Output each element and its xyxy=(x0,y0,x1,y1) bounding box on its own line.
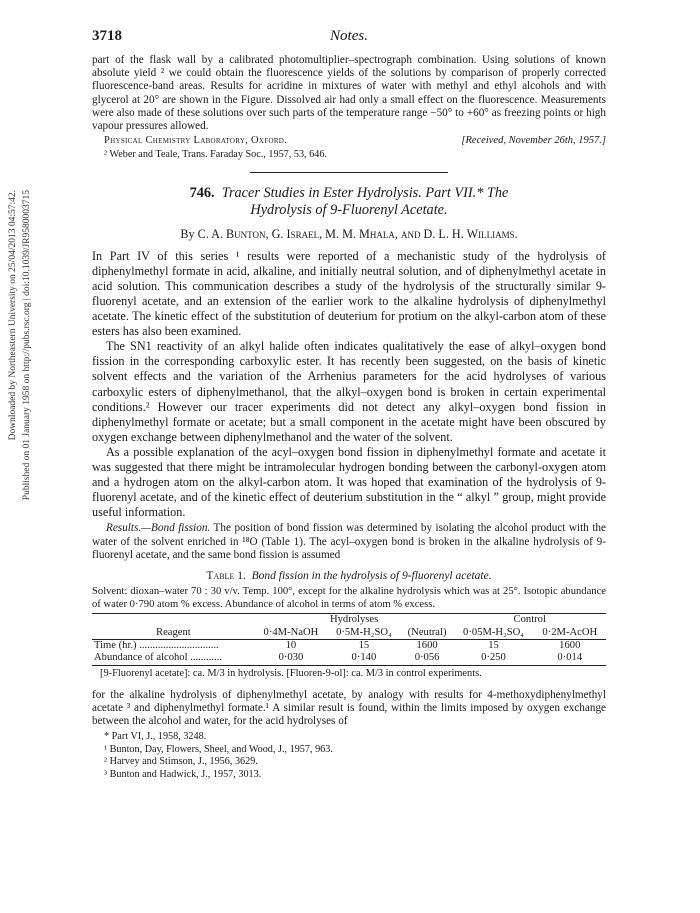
col-header: (Neutral) xyxy=(401,627,454,640)
row-label: Time (hr.) .............................. xyxy=(94,640,219,652)
table-cell: 0·056 xyxy=(401,652,454,665)
group-control: Control xyxy=(453,614,606,627)
table-note: Solvent: dioxan–water 70 : 30 v/v. Temp. 100°, except for the alkaline hydrolysis which was at 25°. Isotopic abundance of water 0·790 atom % excess. Abundance of alcohol in terms of atom % excess. xyxy=(92,586,606,610)
carryover-footnote: ² Weber and Teale, Trans. Faraday Soc., 1957, 53, 646. xyxy=(104,149,327,161)
table-footnote: [9-Fluorenyl acetate]: ca. M/3 in hydrolysis. [Fluoren-9-ol]: ca. M/3 in control experiments. xyxy=(100,667,482,679)
footnote: ² Harvey and Stimson, J., 1956, 3629. xyxy=(104,756,258,768)
paragraph-1: In Part IV of this series ¹ results were reported of a mechanistic study of the hydrolysis of diphenylmethyl formate in acid, alkaline, and initially neutral solution, and of diphenylmethyl acetate in acid solution. This communication describes a study of the hydrolysis of the structurally similar 9-fluorenyl acetate, and an extension of the earlier work to the alkaline hydrolysis of diphenylmethyl acetate. The kinetic effect of the substitution of deuterium for protium on the alkyl-carbon atom of these esters has also been examined. xyxy=(92,248,606,339)
table-row xyxy=(92,652,606,665)
authors: C. A. Bunton, G. Israel, M. M. Mhala, and D. L. H. Williams. xyxy=(197,226,518,241)
table-cell: 0·014 xyxy=(534,652,606,665)
table-cell: 0·250 xyxy=(453,652,533,665)
row-label: Abundance of alcohol ............ xyxy=(92,652,255,665)
table-cell: 0·140 xyxy=(327,652,401,665)
table-group-row xyxy=(92,614,606,627)
authors-prefix: By xyxy=(180,226,198,241)
results-heading: Results.—Bond fission. xyxy=(106,522,211,535)
col-header: 0·5M-H₂SO₄ xyxy=(327,627,401,640)
received-date: [Received, November 26th, 1957.] xyxy=(461,135,606,147)
article-number: 746. xyxy=(189,184,215,201)
footnote: * Part VI, J., 1958, 3248. xyxy=(104,731,207,743)
table-title: Bond fission in the hydrolysis of 9-fluorenyl acetate. xyxy=(251,570,492,583)
col-header: 0·4M-NaOH xyxy=(255,627,327,640)
group-hydrolyses: Hydrolyses xyxy=(255,614,454,627)
table-cell: 15 xyxy=(358,640,370,652)
table-cell: 10 xyxy=(285,640,297,652)
download-note: Downloaded by Northeastern University on 25/04/2013 04:57:42. xyxy=(8,190,18,441)
article-title-line1: Tracer Studies in Ester Hydrolysis. Part VII.* The xyxy=(221,184,509,201)
download-watermark xyxy=(6,190,32,550)
table-cell: 15 xyxy=(488,640,499,652)
affiliation: Physical Chemistry Laboratory, Oxford. xyxy=(104,135,288,147)
publication-note: Published on 01 January 1958 on http://pubs.rsc.org | doi:10.1039/JR9580003715 xyxy=(22,190,32,501)
table-cell: 1600 xyxy=(416,640,438,652)
page-number: 3718 xyxy=(92,28,122,44)
article-title xyxy=(92,185,606,220)
col-header: 0·05M-H₂SO₄ xyxy=(453,627,533,640)
results-paragraph xyxy=(92,522,606,562)
section-name: Notes. xyxy=(330,28,368,44)
results-text: The position of bond fission was determined by isolating the alcohol product with the water of the solvent enriched in ¹⁸O (Table 1). The acyl–oxygen bond is broken in the alkaline hydrolysis of 9-fluorenyl acetate, and the same bond fission is assumed xyxy=(92,522,606,561)
paragraph-3: As a possible explanation of the acyl–oxygen bond fission in diphenylmethyl formate and acetate it was suggested that there might be intramolecular hydrogen bonding between the carbonyl-oxygen atom and a hydrogen atom on the alkyl-carbon atom. It was hoped that examination of the hydrolysis of 9-fluorenyl acetate, and of the kinetic effect of deuterium substitution in the “ alkyl ” group, might provide useful information. xyxy=(92,444,606,520)
journal-page xyxy=(92,28,606,781)
running-head xyxy=(92,28,606,48)
table-cell: 1600 xyxy=(559,640,581,652)
col-header: 0·2M-AcOH xyxy=(534,627,606,640)
table-header-row xyxy=(92,627,606,640)
footnote: ³ Bunton and Hadwick, J., 1957, 3013. xyxy=(104,768,262,780)
article-title-line2: Hydrolysis of 9-Fluorenyl Acetate. xyxy=(250,202,448,219)
author-line xyxy=(92,227,606,242)
table-caption xyxy=(92,570,606,582)
footnotes xyxy=(92,731,606,781)
section-divider xyxy=(250,172,448,173)
carryover-paragraph: part of the flask wall by a calibrated photomultiplier–spectrograph combination. Using solutions of known absolute yield ² we could obtain the fluorescence yields of the solutions by comparison of properly corrected fluorescence-band areas. Results for acridine in mixtures of water with methyl and ethyl alcohols and with glycerol at 20° are shown in the Figure. Dissolved air had only a small effect on the fluorescence. Measurements were also made of these solutions over such parts of the temperature range −50° to +60° as freezing points or high vapour pressures allowed. xyxy=(92,54,606,133)
table-row xyxy=(92,640,606,653)
bond-fission-table xyxy=(92,613,606,666)
affiliation-line xyxy=(92,135,606,149)
table-label: Table 1. xyxy=(206,570,246,583)
paragraph-2: The SN1 reactivity of an alkyl halide often indicates qualitatively the ease of alkyl–oxygen bond fission in the corresponding carboxylic ester. It has recently been suggested, on the basis of kinetic solvent effects and the variation of the Arrhenius parameters for the acid hydrolyses of various carboxylic esters of diphenylmethanol, that the alkyl–oxygen bond is broken in certain experimental conditions.² However our tracer experiments did not detect any alkyl–oxygen bond fission in diphenylmethyl formate or acetate; but a small component in the acetate might have been obscured by oxygen exchange between diphenylmethanol and the water of the solvent. xyxy=(92,339,606,444)
table-cell: 0·030 xyxy=(255,652,327,665)
footnote: ¹ Bunton, Day, Flowers, Sheel, and Wood, J., 1957, 963. xyxy=(104,743,333,755)
continuation-paragraph: for the alkaline hydrolysis of diphenylmethyl acetate, by analogy with results for 4-methoxydiphenylmethyl acetate ³ and diphenylmethyl formate.¹ A similar result is found, within the limits imposed by oxygen exchange between the alcohol and water, for the acid hydrolyses of xyxy=(92,688,606,728)
col-reagent: Reagent xyxy=(92,627,255,640)
